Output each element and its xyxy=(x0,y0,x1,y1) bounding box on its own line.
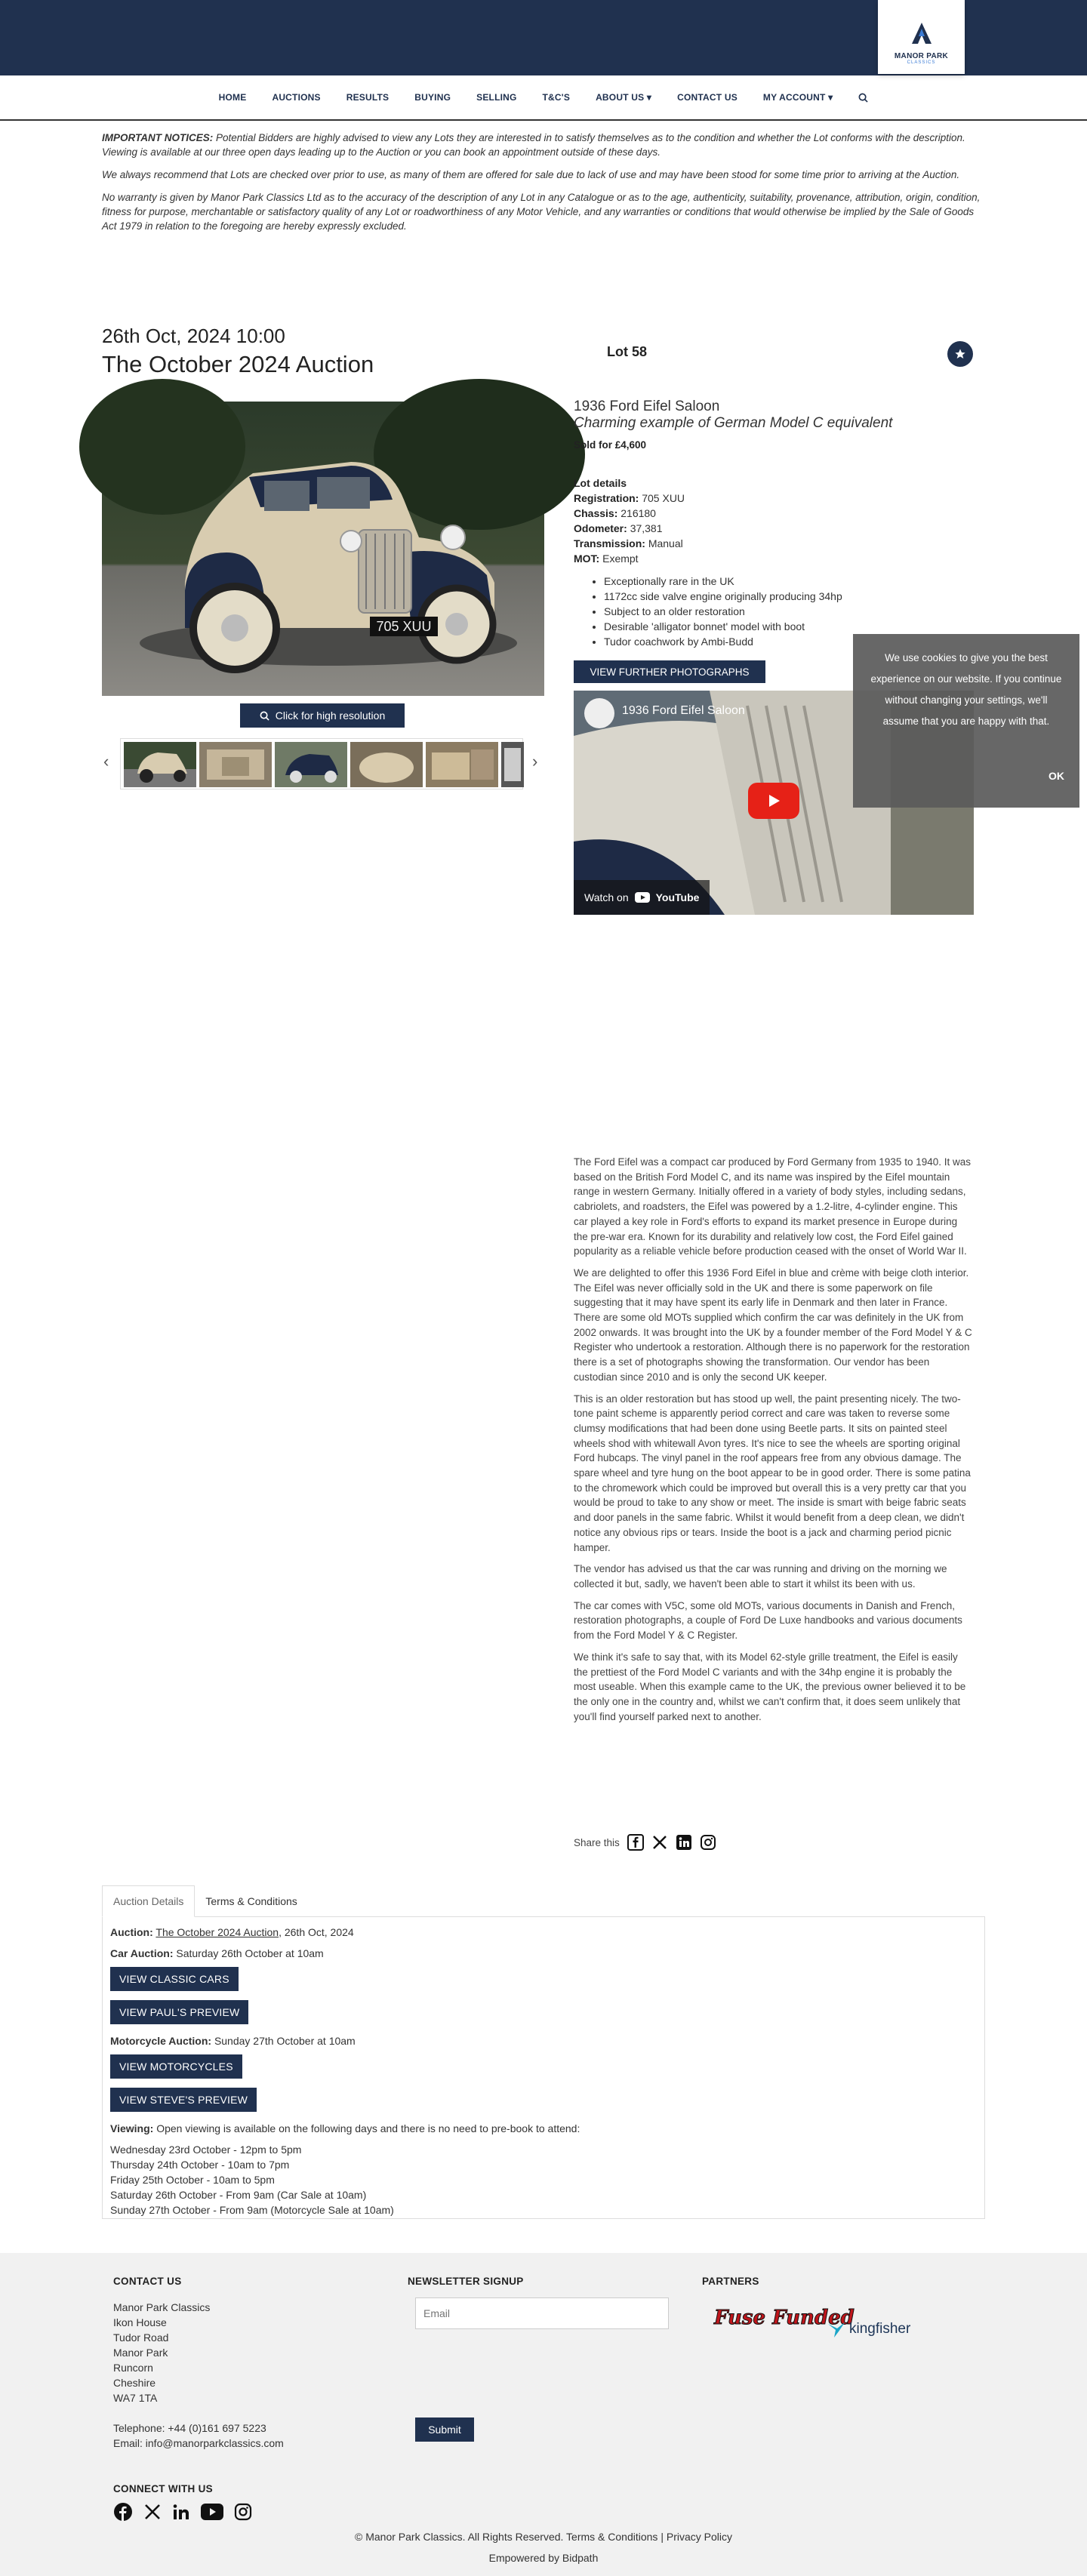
lot-details-heading: Lot details xyxy=(574,477,627,489)
kingfisher-bird-icon xyxy=(827,2319,846,2339)
tab-auction-details[interactable]: Auction Details xyxy=(102,1885,195,1917)
tab-panel xyxy=(102,1917,985,2219)
detail-row xyxy=(574,491,685,506)
copyright-line xyxy=(0,2531,1087,2543)
youtube-logo-icon xyxy=(635,892,650,903)
viewing-day: Thursday 24th October - 10am to 7pm xyxy=(110,2159,290,2171)
description-paragraph: The vendor has advised us that the car was running and driving on the morning we collected it but, sadly, we haven't been able to start it whilst its been with us. xyxy=(574,1563,947,1590)
logo-sub: CLASSICS xyxy=(907,60,936,65)
youtube-label: YouTube xyxy=(655,891,700,903)
feature-item: • Desirable 'alligator bonnet' model with boot xyxy=(604,619,842,634)
kingfisher-logo[interactable] xyxy=(827,2319,910,2339)
viewing-line xyxy=(110,2121,977,2136)
moto-auction-label: Motorcycle Auction: xyxy=(110,2035,212,2047)
address-line: WA7 1TA xyxy=(113,2392,158,2404)
plate-text: 705 XUU xyxy=(376,619,432,634)
partner-2-name: kingfisher xyxy=(849,2321,911,2337)
car-auction-line xyxy=(110,1946,977,1961)
detail-row xyxy=(574,521,685,536)
feature-list xyxy=(604,574,842,649)
auction-date-text: , 26th Oct, 2024 xyxy=(279,1926,354,1938)
chevron-left-icon[interactable]: ‹ xyxy=(103,752,109,771)
x-icon[interactable] xyxy=(651,1834,668,1851)
nav-about[interactable] xyxy=(583,92,664,103)
view-classic-cars-button[interactable]: VIEW CLASSIC CARS xyxy=(110,1967,239,1991)
address-line: Manor Park Classics xyxy=(113,2301,211,2313)
nav-buying[interactable]: BUYING xyxy=(414,92,451,103)
logo-name: MANOR PARK xyxy=(894,52,949,60)
description-paragraph: We think it's safe to say that, with its Model 62-style grille treatment, the Eifel is easily the prettiest of the Ford Model C variants and with the 34hp engine it is probably the most useable. When this example came to the UK, the previous owner believed it to be the only one in the country and, whilst we can't confirm that, it does seem unlikely that you'll find yourself parked next to another. xyxy=(574,1651,966,1722)
detail-value: 37,381 xyxy=(630,522,663,534)
cookie-text: We use cookies to give you the best experience on our website. If you continue without changing your settings, we'll assume that you are happy with that. xyxy=(870,652,1062,727)
detail-value: 705 XUU xyxy=(642,492,685,504)
high-resolution-label: Click for high resolution xyxy=(275,709,386,722)
contact-heading: CONTACT US xyxy=(113,2276,182,2287)
nav-results[interactable]: RESULTS xyxy=(346,92,390,103)
channel-avatar[interactable] xyxy=(584,698,614,728)
star-icon xyxy=(954,348,966,360)
x-icon[interactable] xyxy=(143,2503,162,2521)
thumbnail-strip xyxy=(120,738,523,789)
nav-auctions[interactable]: AUCTIONS xyxy=(272,92,321,103)
facebook-icon[interactable] xyxy=(113,2502,133,2522)
notice-lead: IMPORTANT NOTICES: xyxy=(102,132,214,143)
play-icon xyxy=(766,793,781,808)
tab-list xyxy=(102,1885,985,1917)
thumbnail[interactable] xyxy=(350,742,423,787)
view-pauls-preview-button[interactable]: VIEW PAUL'S PREVIEW xyxy=(110,2000,248,2024)
logo-mark-icon xyxy=(909,21,935,47)
partner-1-name: Fuse Funded xyxy=(714,2307,855,2329)
description-paragraph: This is an older restoration but has stood up well, the paint presenting nicely. The two-tone paint scheme is apparently period correct and care was taken to reverse some clumsy modifications that had been done using Beetle parts. It sits on painted steel wheels shod with whitewall Avon tyres. It's nice to see the wheels are sporting original Ford hubcaps. The vinyl panel in the roof appears free from any obvious damage. The spare wheel and tyre hung on the boot appear to be in good order. There is some patina to the chromework which could be improved but overall this is a very pretty car that you would be proud to take to any show or meet. The inside is smart with beige fabric seats and door panels in the same fabric. Whilst it would benefit from a deep clean, we didn't notice any obvious rips or tears. Inside the boot is a jack and charming period picnic hamper. xyxy=(574,1393,971,1553)
car-auction-label: Car Auction: xyxy=(110,1947,174,1959)
nav-account-label: MY ACCOUNT xyxy=(762,92,826,103)
detail-row xyxy=(574,536,685,551)
address-line: Tudor Road xyxy=(113,2331,169,2344)
car-name: 1936 Ford Eifel Saloon xyxy=(574,399,720,414)
auction-link[interactable]: The October 2024 Auction xyxy=(156,1926,279,1938)
contact-details xyxy=(113,2300,284,2451)
viewing-text: Open viewing is available on the following days and there is no need to pre-book to attend: xyxy=(156,2122,580,2134)
main-nav xyxy=(0,75,1087,121)
notice-1 xyxy=(102,131,985,159)
car-auction-time: Saturday 26th October at 10am xyxy=(176,1947,324,1959)
detail-value: Manual xyxy=(648,537,683,549)
linkedin-icon[interactable] xyxy=(172,2503,190,2521)
auction-line xyxy=(110,1925,977,1940)
instagram-icon[interactable] xyxy=(234,2503,252,2521)
phone[interactable]: Telephone: +44 (0)161 697 5223 xyxy=(113,2422,266,2434)
instagram-icon[interactable] xyxy=(700,1834,716,1851)
cookie-banner xyxy=(853,634,1079,808)
empowered-by[interactable]: Empowered by Bidpath xyxy=(488,2552,599,2564)
thumbnail[interactable] xyxy=(426,742,498,787)
thumbnail[interactable] xyxy=(275,742,347,787)
detail-key: Chassis: xyxy=(574,507,618,519)
nav-contact[interactable]: CONTACT US xyxy=(677,92,737,103)
share-bar xyxy=(574,1834,716,1851)
nav-home[interactable]: HOME xyxy=(218,92,247,103)
lot-details xyxy=(574,475,685,566)
watch-on-label: Watch on xyxy=(584,891,629,903)
copyright: © Manor Park Classics. All Rights Reserved. xyxy=(355,2531,564,2543)
thumbnail[interactable] xyxy=(199,742,272,787)
footer-social xyxy=(113,2502,252,2522)
address-line: Manor Park xyxy=(113,2347,168,2359)
detail-row xyxy=(574,551,685,566)
lot-description xyxy=(574,1155,974,1731)
car-subtitle: Charming example of German Model C equivalent xyxy=(574,415,893,431)
watch-lot-button[interactable] xyxy=(947,341,973,367)
play-button[interactable] xyxy=(748,783,799,819)
linkedin-icon[interactable] xyxy=(676,1834,692,1851)
youtube-icon[interactable] xyxy=(201,2504,223,2520)
video-title[interactable]: 1936 Ford Eifel Saloon xyxy=(622,704,745,717)
feature-item: • Subject to an older restoration xyxy=(604,604,842,619)
terms-link[interactable]: Terms & Conditions xyxy=(566,2531,658,2543)
newsletter-submit-button[interactable]: Submit xyxy=(415,2418,474,2442)
viewing-day: Sunday 27th October - From 9am (Motorcycle Sale at 10am) xyxy=(110,2204,394,2216)
search-icon xyxy=(858,93,868,103)
view-steves-preview-button[interactable]: VIEW STEVE'S PREVIEW xyxy=(110,2088,257,2112)
auction-tabs xyxy=(102,1885,985,2219)
description-paragraph: The Ford Eifel was a compact car produced by Ford Germany from 1935 to 1940. It was based on the British Ford Model C, and its name was inspired by the Eifel mountain range in western Germany. Initially offered in a variety of body styles, including sedans, cabriolets, and roadsters, the Eifel was powered by a 1.2-litre, 4-cylinder engine. This car played a key role in Ford's efforts to expand its market presence in Europe during the pre-war era. Known for its durability and relatively low cost, the Ford Eifel gained popularity as a reliable vehicle before production ceased with the onset of World War II. xyxy=(574,1156,971,1257)
caret-down-icon: ▾ xyxy=(646,92,652,103)
further-photos-button[interactable]: VIEW FURTHER PHOTOGRAPHS xyxy=(574,660,765,683)
thumbnail-carousel xyxy=(102,738,544,789)
nav-account[interactable] xyxy=(750,92,845,103)
site-footer xyxy=(0,2253,1087,2576)
notice-1-text: Potential Bidders are highly advised to view any Lots they are interested in to satisfy themselves as to the condition and whether the Lot conforms with the description. Viewing is available at our three open days leading up to the Auction or you can book an appointment outside of these days. xyxy=(102,132,965,158)
watch-on-youtube[interactable] xyxy=(574,880,710,915)
site-logo[interactable] xyxy=(878,0,965,74)
caret-down-icon: ▾ xyxy=(828,92,833,103)
cookie-ok-button[interactable]: OK xyxy=(1049,770,1064,782)
detail-key: MOT: xyxy=(574,552,600,565)
thumbnail[interactable] xyxy=(124,742,196,787)
notice-2: We always recommend that Lots are checked over prior to use, as many of them are offered for sale due to lack of use and may have been stood for some time prior to arriving at the Auction. xyxy=(102,169,960,180)
facebook-icon[interactable] xyxy=(627,1834,644,1851)
feature-item: • Tudor coachwork by Ambi-Budd xyxy=(604,634,842,649)
thumbnail[interactable] xyxy=(501,742,524,787)
detail-value: 216180 xyxy=(620,507,656,519)
address-line: Runcorn xyxy=(113,2362,153,2374)
nav-tcs[interactable]: T&C'S xyxy=(542,92,571,103)
notice-3: No warranty is given by Manor Park Classics Ltd as to the accuracy of the description of any Lot in any Catalogue or as to the age, authenticity, suitability, provenance, attribution, origin, condition, fitness for purpose, merchantable or satisfactory quality of any Lot or roadworthiness of any Motor Vehicle, and any warranties or conditions that would otherwise be implied by the Sale of Goods Act 1979 in relation to the foregoing are hereby expressly excluded. xyxy=(102,192,981,232)
detail-value: Exempt xyxy=(602,552,639,565)
description-paragraph: We are delighted to offer this 1936 Ford Eifel in blue and crème with beige cloth interior. The Eifel was never officially sold in the UK and there is some paperwork on file suggesting that it may have spent its early life in Denmark and then later in France. There are some old MOTs supplied which confirm the car was definitely in the UK from 2002 onwards. It was brought into the UK by a founder member of the Ford Model Y & C Register who undertook a restoration. Although there is no paperwork for the restoration there is a set of photographs showing the transformation. Our vendor has been custodian since 2010 and is only the second UK keeper. xyxy=(574,1266,972,1383)
viewing-day: Wednesday 23rd October - 12pm to 5pm xyxy=(110,2144,302,2156)
detail-key: Transmission: xyxy=(574,537,645,549)
newsletter-heading: NEWSLETTER SIGNUP xyxy=(408,2276,524,2287)
newsletter-email-input[interactable] xyxy=(415,2297,669,2329)
partners-heading: PARTNERS xyxy=(702,2276,759,2287)
address-line: Cheshire xyxy=(113,2377,156,2389)
auction-label: Auction: xyxy=(110,1926,153,1938)
privacy-link[interactable]: Privacy Policy xyxy=(666,2531,732,2543)
detail-key: Odometer: xyxy=(574,522,627,534)
auction-title: The October 2024 Auction xyxy=(102,351,374,377)
auction-date: 26th Oct, 2024 10:00 xyxy=(102,325,285,347)
view-motorcycles-button[interactable]: VIEW MOTORCYCLES xyxy=(110,2054,242,2079)
nav-selling[interactable]: SELLING xyxy=(476,92,517,103)
nav-about-label: ABOUT US xyxy=(596,92,645,103)
separator: | xyxy=(661,2531,664,2543)
nav-search[interactable] xyxy=(845,92,881,103)
viewing-day: Saturday 26th October - From 9am (Car Sale at 10am) xyxy=(110,2189,367,2201)
viewing-label: Viewing: xyxy=(110,2122,154,2134)
connect-heading: CONNECT WITH US xyxy=(113,2483,213,2494)
car-photo-image xyxy=(102,402,544,696)
chevron-right-icon[interactable]: › xyxy=(532,752,538,771)
search-icon xyxy=(260,711,269,721)
description-paragraph: The car comes with V5C, some old MOTs, various documents in Danish and French, restoration photographs, a couple of Ford De Luxe handbooks and various documents from the Ford Model Y & C Register. xyxy=(574,1599,962,1642)
feature-item: • 1172cc side valve engine originally producing 34hp xyxy=(604,589,842,604)
main-car-photo[interactable] xyxy=(102,402,544,696)
moto-auction-time: Sunday 27th October at 10am xyxy=(214,2035,356,2047)
detail-row xyxy=(574,506,685,521)
tab-terms[interactable]: Terms & Conditions xyxy=(205,1894,297,1907)
feature-item: • Exceptionally rare in the UK xyxy=(604,574,842,589)
high-resolution-button[interactable] xyxy=(240,703,405,728)
fuse-funded-logo[interactable] xyxy=(710,2300,855,2354)
address-line: Ikon House xyxy=(113,2316,167,2328)
email[interactable]: Email: info@manorparkclassics.com xyxy=(113,2437,284,2449)
important-notices xyxy=(102,131,985,242)
lot-number: Lot 58 xyxy=(607,344,648,359)
detail-key: Registration: xyxy=(574,492,639,504)
share-label: Share this xyxy=(574,1836,620,1848)
sold-price: Sold for £4,600 xyxy=(574,439,647,451)
viewing-day: Friday 25th October - 10am to 5pm xyxy=(110,2174,275,2186)
moto-auction-line xyxy=(110,2033,977,2048)
